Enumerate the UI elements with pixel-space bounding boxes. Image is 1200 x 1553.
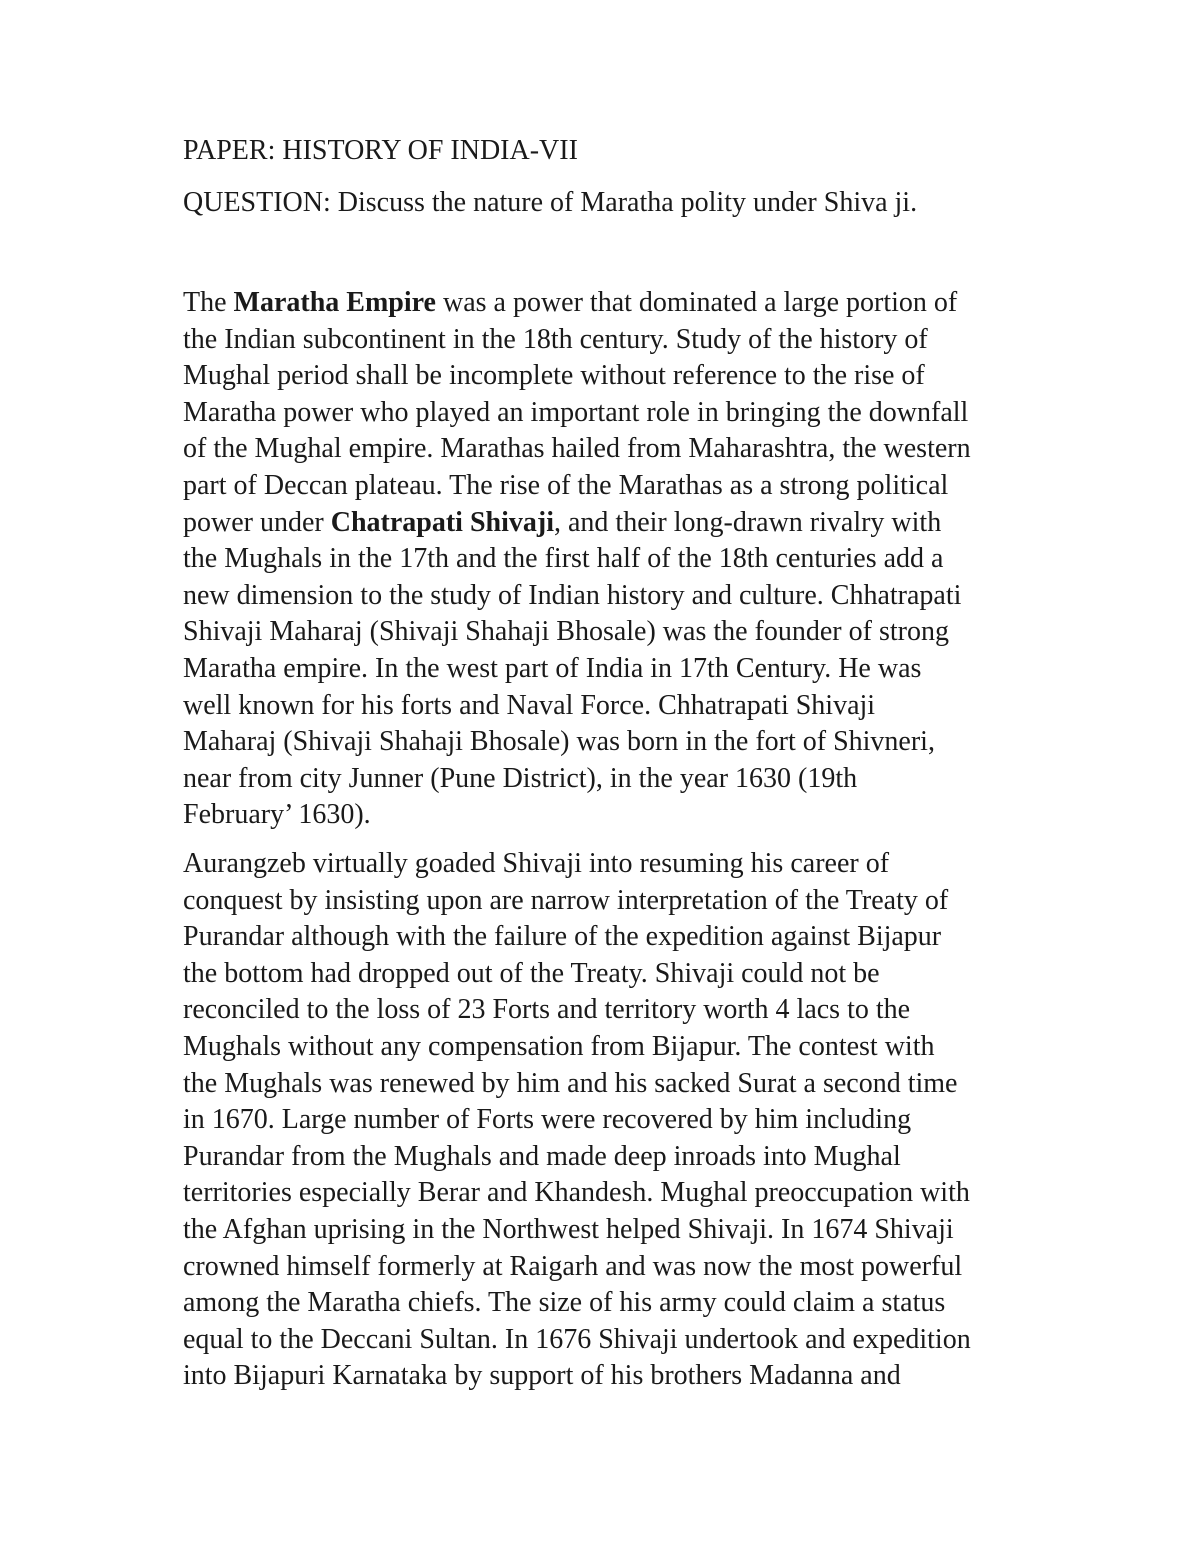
text-line: Purandar although with the failure of the expedition against Bijapur <box>183 921 942 953</box>
bold-term-maratha-empire: Maratha Empire <box>233 287 436 318</box>
text-line: near from city Junner (Pune District), in the year 1630 (19th <box>183 762 858 794</box>
text-run: , and their long-drawn rivalry with <box>553 506 942 538</box>
text-line: Purandar from the Mughals and made deep inroads into Mughal <box>183 1140 901 1172</box>
text-line: reconciled to the loss of 23 Forts and territory worth 4 lacs to the <box>183 994 911 1026</box>
text-line: the Indian subcontinent in the 18th century. Study of the history of <box>183 323 928 355</box>
text-line: among the Maratha chiefs. The size of his army could claim a status <box>183 1287 946 1319</box>
text-line: Maratha power who played an important role in bringing the downfall <box>183 396 969 428</box>
text-line: into Bijapuri Karnataka by support of his brothers Madanna and <box>183 1360 901 1392</box>
paragraph-aurangzeb <box>183 846 1043 1395</box>
bold-term-chatrapati-shivaji: Chatrapati Shivaji <box>330 506 554 538</box>
text-run: The <box>183 287 234 318</box>
text-line: Mughal period shall be incomplete without reference to the rise of <box>183 360 925 392</box>
text-line: Maratha empire. In the west part of India in 17th Century. He was <box>183 652 922 684</box>
paper-title: PAPER: HISTORY OF INDIA-VII <box>183 135 578 166</box>
text-line: crowned himself formerly at Raigarh and was now the most powerful <box>183 1250 963 1282</box>
text-line: the Mughals in the 17th and the first half of the 18th centuries add a <box>183 543 944 575</box>
text-line: new dimension to the study of Indian history and culture. Chhatrapati <box>183 579 962 611</box>
text-line: February’ 1630). <box>183 799 371 831</box>
text-line: Shivaji Maharaj (Shivaji Shahaji Bhosale) was the founder of strong <box>183 616 949 648</box>
text-line: equal to the Deccani Sultan. In 1676 Shivaji undertook and expedition <box>183 1323 971 1355</box>
text-run: was a power that dominated a large portion of <box>435 287 958 318</box>
text-line: the Mughals was renewed by him and his sacked Surat a second time <box>183 1067 958 1099</box>
text-line: of the Mughal empire. Marathas hailed from Maharashtra, the western <box>183 433 971 465</box>
text-line <box>183 505 1043 542</box>
text-line: Aurangzeb virtually goaded Shivaji into resuming his career of <box>183 848 890 879</box>
text-line: the Afghan uprising in the Northwest helped Shivaji. In 1674 Shivaji <box>183 1213 954 1245</box>
text-line: in 1670. Large number of Forts were recovered by him including <box>183 1104 912 1136</box>
text-line: conquest by insisting upon are narrow interpretation of the Treaty of <box>183 884 949 916</box>
text-line: part of Deccan plateau. The rise of the Marathas as a strong political <box>183 469 949 501</box>
text-line: Mughals without any compensation from Bijapur. The contest with <box>183 1030 935 1062</box>
text-line: territories especially Berar and Khandesh. Mughal preoccupation with <box>183 1177 970 1209</box>
text-line: the bottom had dropped out of the Treaty. Shivaji could not be <box>183 957 880 989</box>
question-text: QUESTION: Discuss the nature of Maratha polity under Shiva ji. <box>183 187 918 218</box>
text-line: well known for his forts and Naval Force. Chhatrapati Shivaji <box>183 689 876 721</box>
text-line <box>183 285 1043 322</box>
text-line: Maharaj (Shivaji Shahaji Bhosale) was born in the fort of Shivneri, <box>183 726 935 758</box>
text-run: power under <box>183 506 331 538</box>
paragraph-introduction <box>183 285 1043 834</box>
